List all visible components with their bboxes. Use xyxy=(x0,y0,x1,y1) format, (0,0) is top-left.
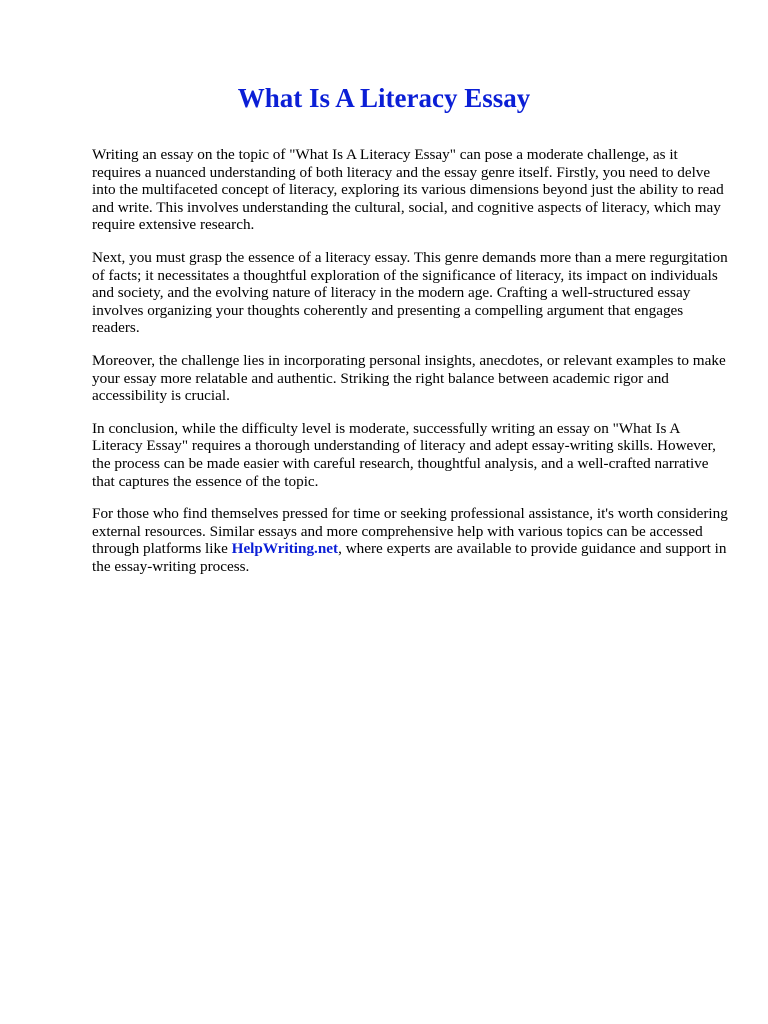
paragraph-3: Moreover, the challenge lies in incorporating personal insights, anecdotes, or relevant examples to make your essay more relatable and authentic. Striking the right balance between academic rigor and accessibility is crucial. xyxy=(92,351,726,405)
paragraph-5 xyxy=(92,505,728,575)
paragraph-1: Writing an essay on the topic of "What Is A Literacy Essay" can pose a moderate challenge, as it requires a nuanced understanding of both literacy and the essay genre itself. Firstly, you need to delve into the multifaceted concept of literacy, exploring its various dimensions beyond just the ability to read and write. This involves understanding the cultural, social, and cognitive aspects of literacy, which may require extensive research. xyxy=(92,146,724,234)
paragraph-2: Next, you must grasp the essence of a literacy essay. This genre demands more than a mere regurgitation of facts; it necessitates a thoughtful exploration of the significance of literacy, its impact on individuals and society, and the evolving nature of literacy in the modern age. Crafting a well-structured essay involves organizing your thoughts coherently and presenting a compelling argument that engages readers. xyxy=(92,248,728,337)
paragraph-4: In conclusion, while the difficulty level is moderate, successfully writing an essay on "What Is A Literacy Essay" requires a thorough understanding of literacy and adept essay-writing skills. However, the process can be made easier with careful research, thoughtful analysis, and a well-crafted narrative that captures the essence of the topic. xyxy=(92,419,716,490)
helpwriting-link[interactable]: HelpWriting.net xyxy=(231,540,339,558)
paragraph-5-text-before-link: For those who find themselves pressed for time or seeking professional assistance, it's worth considering external resources. Similar essays and more comprehensive help with various topics can be accessed through platforms like xyxy=(92,505,728,558)
page-title: What Is A Literacy Essay xyxy=(237,83,531,113)
paragraph-5-text-after-link: , where experts are available to provide guidance and support in the essay-writing process. xyxy=(92,540,727,575)
essay-body xyxy=(92,146,728,590)
